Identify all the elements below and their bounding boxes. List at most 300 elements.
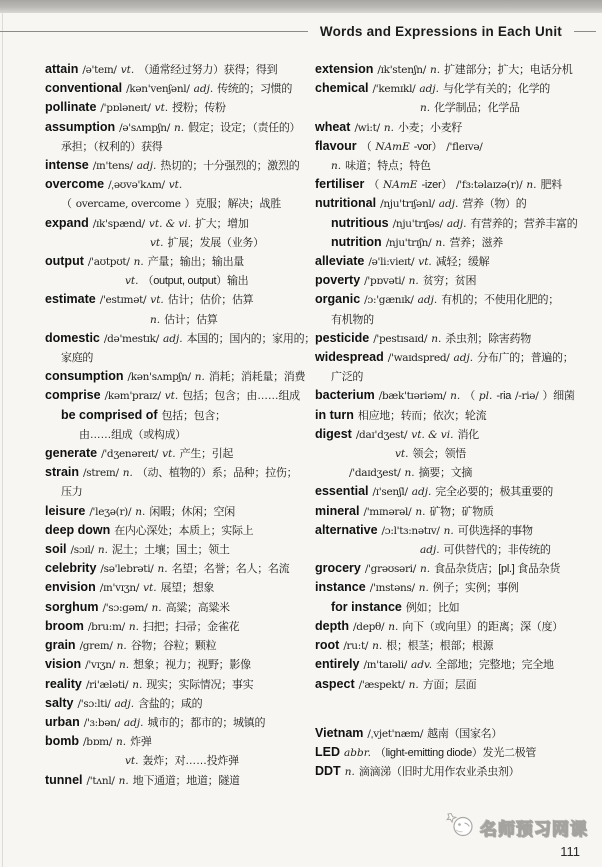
dict-entry [45,98,313,117]
pos-label: n. [526,179,537,192]
definition-text: 有机物的 [331,313,374,326]
pos-label: n. [344,766,355,779]
entry-line [45,463,313,482]
pos-label: n. [116,736,127,749]
definition-text: 例子；实例；事例 [432,582,519,595]
entry-line [45,713,313,732]
entry-line [45,771,313,790]
phonetic-text: overcame, overcome [75,198,181,211]
dict-entry [315,214,590,233]
entry-line [61,406,313,425]
word-text: flavour [315,138,357,153]
phonetic-text: /greɪn/ [79,640,113,653]
definition-text: 由……组成（或构成） [79,428,186,441]
dict-entry [45,636,313,655]
definition-text: 营养；滋养 [449,236,503,249]
dict-entry [45,214,313,252]
dict-entry [45,502,313,521]
phonetic-text: /wi:t/ [354,121,380,134]
entry-line [61,482,313,501]
word-text: alleviate [315,254,365,269]
phonetic-text: /'daɪdʒest/ [349,467,401,480]
dict-entry [315,425,590,483]
entry-line [45,655,313,674]
definition-text: 炸弹 [130,736,152,749]
definition-text: 矿物；矿物质 [429,505,494,518]
word-text: domestic [45,330,100,345]
definition-text: 闲暇；休闲；空闲 [149,505,235,518]
phonetic-text: /-riə/ [515,390,539,403]
word-text: widespread [315,350,384,365]
phonetic-text: /də'mestɪk/ [103,332,159,345]
word-text: assumption [45,119,116,134]
dict-entry [45,406,313,444]
word-text: root [315,638,340,653]
word-text: LED [315,744,340,759]
pos-label: n. [118,774,129,787]
word-text: strain [45,465,80,480]
dict-entry [45,655,313,674]
definition-text: 杀虫剂；除害药物 [445,332,531,345]
definition-text: 肥料 [540,179,562,192]
word-text: poverty [315,273,361,288]
dict-entry [315,598,590,617]
definition-text: 产量；输出；输出量 [147,256,245,269]
definition-text: 广泛的 [331,371,364,384]
phonetic-text: /bæk'tɪəriəm/ [378,390,447,403]
word-text: depth [315,618,350,633]
entry-line [45,732,313,751]
definition-text: 减轻；缓解 [435,256,490,269]
word-text: reality [45,676,82,691]
definition-text: （ [368,179,380,192]
entry-line [331,233,590,252]
pos-label: n. [132,678,143,691]
entry-line [61,137,313,156]
phonetic-text: /ɔ:l'tɜ:nətɪv/ [381,524,440,537]
phonetic-text: /ə'sʌmpʃn/ [119,121,170,134]
dict-entry [45,367,313,386]
definition-text: 产生；引起 [179,448,234,461]
pos-label: adj. [114,697,135,710]
word-text: alternative [315,522,378,537]
dict-entry [315,617,590,636]
dict-entry [45,118,313,156]
pos-label: n. [173,121,185,134]
definition-text: 消化 [457,428,479,441]
definition-text: 方面；层面 [422,678,477,691]
definition-text: 化学制品；化学品 [434,102,520,115]
definition-text: 扩建部分；扩大；电话分机 [444,64,573,76]
definition-text: ）克服；解决；战胜 [184,198,281,211]
dict-entry [45,156,313,175]
dict-entry [315,502,590,521]
header-rule-right [574,31,596,32]
pos-label: n. [135,505,146,518]
dict-entry [315,406,590,425]
phonetic-text: /'leʒə(r)/ [89,505,132,518]
pos-label: vt. [150,294,164,307]
phonetic-text: /'aʊtpʊt/ [87,256,130,269]
pos-label: adj. [417,294,438,307]
pos-label: n. [388,620,399,633]
word-text: be comprised of [61,407,158,422]
dict-entry [45,175,313,213]
dict-entry [315,60,590,79]
definition-text: （ [360,140,372,153]
word-text: attain [45,62,79,76]
word-list-right [315,60,590,790]
word-text: nutritional [315,196,377,211]
pos-label: vt. [164,390,179,403]
dict-entry [315,290,590,328]
phonetic-text: /streɪn/ [83,467,119,480]
pos-label: n. [194,371,205,384]
entry-line [315,578,590,597]
word-text: nutritious [331,215,389,230]
phonetic-text: /ə'li:vieɪt/ [368,256,415,269]
dict-entry [315,329,590,348]
phonetic-text: /'mɪnərəl/ [363,505,412,518]
pos-label: vt. [125,275,139,288]
phonetic-text: /'grəʊsəri/ [364,563,416,576]
entry-line [45,675,313,694]
pos-label: adj. [123,716,144,729]
definition-text: 本国的；国内的；家用的； [186,332,315,345]
word-text: deep down [45,522,111,537]
watermark [445,812,588,843]
word-text: fertiliser [315,177,365,192]
phonetic-text: /'ɪnstəns/ [369,582,415,595]
definition-text: 假定；设定；（责任的） [188,121,301,134]
entry-line [45,444,313,463]
pos-label: adj. [136,160,157,173]
phonetic-text: /daɪ'dʒest/ [355,428,408,441]
word-text: Vietnam [315,725,364,740]
word-text: salty [45,695,74,710]
pos-label: n. [128,620,139,633]
entry-line [125,271,313,290]
dict-entry [45,290,313,328]
definition-text: 有机的；不使用化肥的； [441,294,559,307]
entry-line [315,675,590,694]
entry-line [315,175,590,194]
phonetic-text: /depθ/ [353,620,385,633]
pos-label: adj. [419,83,439,96]
dict-entry [315,194,590,213]
entry-line [45,559,313,578]
dict-entry [45,559,313,578]
word-text: mineral [315,503,360,518]
entry-line [45,598,313,617]
definition-text: 轰炸；对……投炸弹 [142,755,239,768]
definition-text: 名望；名誉；名人；名流 [171,563,290,576]
definition-text: 想象；视力；视野；影像 [133,659,251,672]
word-text: bacterium [315,388,375,403]
definition-text: 与化学有关的；化学的 [442,83,550,96]
word-text: leisure [45,503,86,518]
word-text: wheat [315,119,351,134]
phonetic-text: /kən'sʌmpʃn/ [127,371,191,384]
definition-text: 营养（物）的 [462,198,527,211]
dict-entry [45,386,313,405]
pos-label: vt. [120,64,135,76]
pos-label: vt. [395,448,409,461]
entry-line [315,425,590,444]
word-text: essential [315,484,369,499]
entry-line [331,310,590,329]
dict-entry [45,252,313,290]
entry-line [315,762,590,781]
pos-label: pl. [478,390,493,403]
definition-text: 消耗；消耗量；消费 [208,371,306,384]
pos-label: adj. [193,83,214,96]
word-text: broom [45,618,84,633]
word-text: grocery [315,561,361,576]
definition-text: 向下（或向里）的距离；深（度） [402,620,563,633]
pos-label: n. [419,563,431,576]
entry-line [315,617,590,636]
entry-line [315,502,590,521]
pos-label: n. [372,640,383,653]
definition-text: 传统的；习惯的 [217,83,293,96]
pos-label: NAmE [375,140,410,153]
phonetic-text: /'pɒvəti/ [364,275,405,288]
watermark-text: 名师预习网课 [480,820,588,839]
entry-line [349,463,590,482]
dict-entry [45,771,313,790]
scan-edge-top [0,0,602,13]
word-text: grain [45,638,76,653]
entry-line [331,156,590,175]
pos-label: n. [418,582,429,595]
word-text: DDT [315,764,341,779]
entry-line [61,194,313,213]
pos-label: n. [450,390,461,403]
entry-line [315,271,590,290]
pos-label: adj. [420,544,440,557]
definition-text: 含盐的；咸的 [138,697,203,710]
word-text: tunnel [45,772,83,787]
dict-entry [45,521,313,540]
pos-label: NAmE [383,179,418,192]
dict-entry [315,118,590,137]
definition-text: 现实；实际情况；事实 [146,678,254,691]
pos-label: n. [415,505,426,518]
definition-text: 估计；估算 [164,313,218,326]
definition-text: 地下通道；地道；隧道 [132,774,240,787]
pos-label: adv. [411,659,433,672]
word-text: urban [45,714,80,729]
header-rule-left [0,31,308,32]
dict-entry [315,578,590,597]
definition-text: 扩大；增加 [195,217,249,230]
dict-entry [315,79,590,117]
dict-entry [315,762,590,781]
definition-text: 展望；想象 [160,582,215,595]
phonetic-text: /'pestɪsaɪd/ [373,332,428,345]
pos-label: vt. & vi. [148,217,192,230]
word-text: intense [45,158,89,173]
phonetic-text: /ɪn'taɪəli/ [363,659,408,672]
pos-label: abbr. [344,746,371,759]
pos-label: n. [331,160,342,173]
word-text: in turn [315,407,354,422]
definition-text: 越南（国家名） [427,727,503,740]
pos-label: n. [97,544,108,557]
phonetic-text: /'vɪʒn/ [85,659,115,672]
phonetic-text: /'sɔ:gəm/ [102,601,148,614]
definition-text: 热切的；十分强烈的；激烈的 [160,160,300,173]
entry-line [420,540,590,559]
definition-text: 高粱；高粱米 [165,601,230,614]
page-title: Words and Expressions in Each Unit [319,24,562,39]
entry-line [45,521,313,540]
word-text: sorghum [45,599,99,614]
entry-line [45,290,313,309]
page-number: 111 [560,844,580,859]
entry-line [420,98,590,117]
definition-text: （通常经过努力）获得；得到 [138,64,278,76]
word-text: pollinate [45,100,97,115]
vocabulary-columns [45,60,588,790]
dict-entry [315,271,590,290]
dict-entry [45,79,313,98]
definition-text: 完全必要的；极其重要的 [435,486,553,499]
pos-label: adj. [446,217,467,230]
entry-line [315,559,590,578]
entry-line [45,60,313,79]
phonetic-text: /'fleɪvə/ [446,140,483,153]
entry-line [61,348,313,367]
pos-label: n. [404,467,415,480]
dict-entry [45,463,313,501]
definition-text: 可供替代的；非传统的 [443,544,551,557]
pos-label: vt. & vi. [411,428,454,441]
pos-label: adj. [453,352,474,365]
entry-line [315,743,590,762]
definition-text: 城市的；都市的；城镇的 [147,716,266,729]
entry-line [45,156,313,175]
pos-label: vt. [143,582,157,595]
dict-entry [45,732,313,770]
definition-text: 承担；（权利的）获得 [61,140,163,153]
dict-entry [45,694,313,713]
entry-line [331,598,590,617]
phonetic-text: /bɒm/ [83,736,113,749]
page-footer [445,812,588,859]
dict-entry [315,559,590,578]
entry-line [45,175,313,194]
pos-label: n. [133,256,144,269]
pos-label: n. [116,640,127,653]
dict-entry [315,233,590,252]
definition-text: 分布广的；普遍的； [477,352,574,365]
dict-entry [45,329,313,367]
entry-line [395,444,590,463]
phonetic-text: /ə'teɪn/ [82,64,117,76]
definition-text: -ria [496,390,512,403]
pos-label: adj. [411,486,432,499]
definition-text: 摘要；文摘 [418,467,473,480]
pos-label: n. [157,563,168,576]
pos-label: n. [122,467,133,480]
definition-text: -vor） [413,140,443,153]
word-text: soil [45,542,67,557]
dict-entry [315,386,590,405]
dict-entry [45,540,313,559]
definition-text: -izer） [421,179,453,192]
pos-label: n. [429,64,441,76]
phonetic-text: /sɔɪl/ [70,544,94,557]
dict-entry [315,175,590,194]
phonetic-text: /'dʒenəreɪt/ [101,448,159,461]
dict-entry [315,348,590,386]
word-text: conventional [45,81,123,96]
phonetic-text: /ɪn'tens/ [92,160,133,173]
definition-text: 根；根茎；根部；根源 [386,640,494,653]
entry-line [45,214,313,233]
entry-line [315,724,590,743]
word-text: organic [315,292,361,307]
phonetic-text: /ri'æləti/ [85,678,129,691]
definition-text: 授粉；传粉 [172,102,226,115]
phonetic-text: /'kemɪkl/ [372,83,416,96]
word-text: bomb [45,734,80,749]
definition-text: 扩展；发展（业务） [167,236,264,249]
phonetic-text: /'sɔ:lti/ [77,697,111,710]
entry-line [125,751,313,770]
entry-line [45,118,313,137]
pos-label: vt. [150,236,164,249]
entry-line [315,118,590,137]
entry-line [45,252,313,271]
word-text: estimate [45,292,96,307]
pos-label: n. [431,332,442,345]
watermark-chick-star-icon [445,812,475,843]
pos-label: n. [151,601,162,614]
entry-line [79,425,313,444]
entry-line [315,636,590,655]
pos-label: vt. [162,448,176,461]
dict-entry [45,60,313,79]
scan-edge-left [2,13,3,867]
definition-text: （ [61,198,72,211]
dict-entry [315,636,590,655]
dict-entry [315,655,590,674]
word-text: aspect [315,676,355,691]
definition-text: 贫穷；贫困 [422,275,477,288]
entry-line [45,617,313,636]
definition-text: 领会；领悟 [412,448,466,461]
phonetic-text: /'pɒləneɪt/ [100,102,151,115]
pos-label: n. [420,102,431,115]
entry-line [45,540,313,559]
definition-text: 全部地；完整地；完全地 [436,659,554,672]
entry-line [315,60,590,79]
entry-line [45,578,313,597]
dict-entry [315,482,590,501]
phonetic-text: /kəm'praɪz/ [104,390,161,403]
word-text: instance [315,580,366,595]
word-list-left [45,60,313,790]
definition-text: 包括；包含；由……组成 [182,390,300,403]
dict-entry [45,578,313,597]
pos-label: n. [150,313,161,326]
word-text: digest [315,426,352,441]
entry-line [331,367,590,386]
dict-entry [45,444,313,463]
